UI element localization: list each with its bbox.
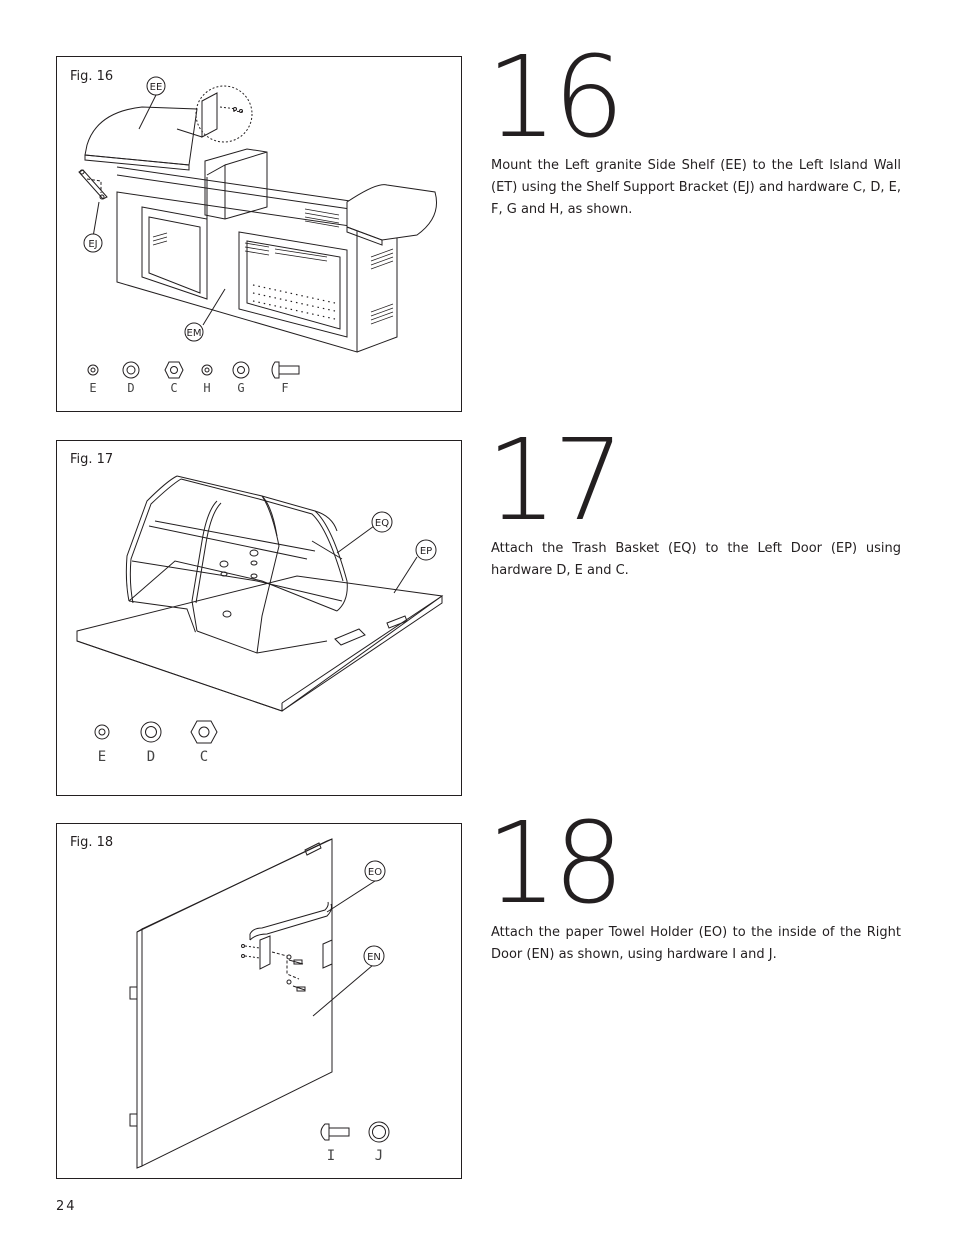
figure-16-drawing bbox=[57, 57, 463, 413]
hardware-h-label: H bbox=[203, 381, 211, 395]
hardware-f-label: F bbox=[281, 381, 289, 395]
hardware-d-icon bbox=[141, 722, 161, 742]
step-16-text: Mount the Left granite Side Shelf (EE) to the Left Island Wall (ET) using the Shelf Support Bracket (EJ) and hardware C, D, E, F, G and H, as shown. bbox=[491, 158, 901, 217]
hardware-i-icon bbox=[321, 1124, 349, 1140]
figure-17-label: Fig. 17 bbox=[70, 452, 114, 467]
hardware-h-icon bbox=[202, 365, 212, 375]
callout-eq bbox=[372, 512, 392, 532]
step-17-text: Attach the Trash Basket (EQ) to the Left Door (EP) using hardware D, E and C. bbox=[491, 541, 901, 578]
callout-ee bbox=[147, 77, 165, 95]
step-17-number: 17 bbox=[486, 416, 621, 546]
hardware-j-label: J bbox=[374, 1148, 384, 1164]
hardware-i-label: I bbox=[326, 1148, 336, 1164]
hardware-d-label: D bbox=[127, 381, 135, 395]
figure-17-drawing bbox=[57, 441, 463, 797]
hardware-d-icon bbox=[123, 362, 139, 378]
hardware-c-label: C bbox=[170, 381, 178, 395]
callout-en bbox=[364, 946, 384, 966]
figure-16 bbox=[56, 56, 462, 412]
callout-eq-text: EQ bbox=[374, 518, 390, 529]
hardware-g-label: G bbox=[237, 381, 245, 395]
hardware-c-label: C bbox=[199, 749, 209, 765]
callout-eo-text: EO bbox=[367, 867, 383, 878]
callout-ee-text: EE bbox=[149, 82, 163, 93]
callout-ej-text: EJ bbox=[88, 239, 98, 250]
step-16-number: 16 bbox=[486, 33, 621, 163]
hardware-e-icon bbox=[88, 365, 98, 375]
figure-18-label: Fig. 18 bbox=[70, 835, 114, 850]
figure-18-drawing bbox=[57, 824, 463, 1180]
step-18-text: Attach the paper Towel Holder (EO) to the inside of the Right Door (EN) as shown, using hardware I and J. bbox=[491, 925, 901, 962]
hardware-f-icon bbox=[272, 362, 299, 378]
figure-17 bbox=[56, 440, 462, 796]
callout-em bbox=[185, 323, 203, 341]
callout-em-text: EM bbox=[186, 328, 202, 339]
step-18-number: 18 bbox=[486, 799, 621, 929]
callout-en-text: EN bbox=[367, 952, 381, 963]
callout-ej bbox=[84, 234, 102, 252]
figure-18 bbox=[56, 823, 462, 1179]
hardware-e-icon bbox=[95, 725, 109, 739]
hardware-e-label: E bbox=[89, 381, 97, 395]
callout-ep bbox=[416, 540, 436, 560]
figure-16-label: Fig. 16 bbox=[70, 69, 114, 84]
hardware-c-icon bbox=[165, 362, 183, 378]
hardware-g-icon bbox=[233, 362, 249, 378]
page-number: 24 bbox=[56, 1199, 77, 1214]
callout-eo bbox=[365, 861, 385, 881]
hardware-j-icon bbox=[369, 1122, 389, 1142]
hardware-e-label: E bbox=[97, 749, 107, 765]
callout-ep-text: EP bbox=[419, 546, 433, 557]
hardware-d-label: D bbox=[146, 749, 156, 765]
hardware-c-icon bbox=[191, 721, 217, 743]
